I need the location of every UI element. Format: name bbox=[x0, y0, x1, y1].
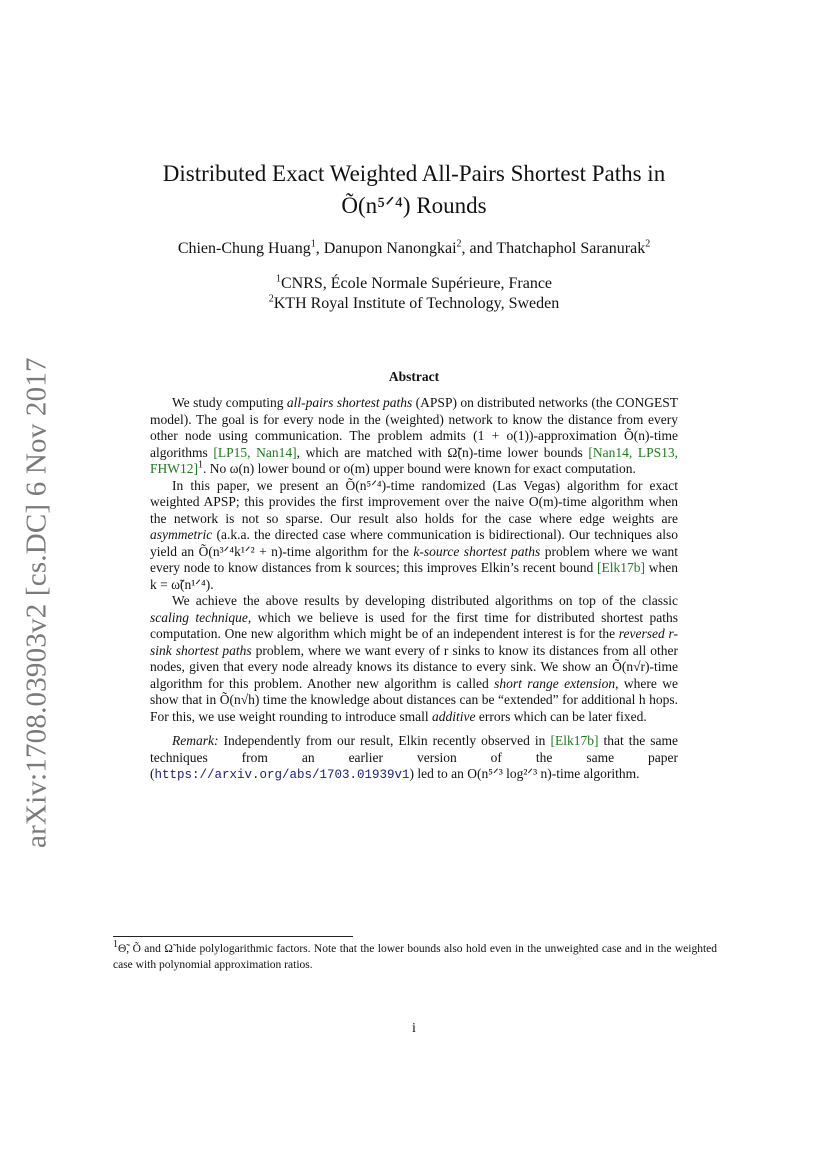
text-span: problem where we want every node to know distances from k sources; this improves Elkin’s recent bound bbox=[150, 543, 678, 575]
text-span: , which we believe is used for the first time for distributed shortest paths computation. One new algorithm which might be of an independent interest is for the bbox=[150, 609, 678, 641]
citation-link[interactable]: [Nan14, LPS13, FHW12] bbox=[150, 444, 678, 476]
abstract-body bbox=[150, 395, 678, 784]
page-number: i bbox=[412, 1021, 416, 1036]
emphasis: additive bbox=[431, 708, 476, 724]
footnote-marker[interactable]: 1 bbox=[198, 459, 203, 471]
author-3-affil: 2 bbox=[645, 238, 651, 250]
author-2-affil: 2 bbox=[456, 238, 462, 250]
text-span: problem, where we want every of r sinks to know its distances from all other nodes, given that every node already knows its distance to every sink. We show an Õ(n√r)-time algorithm for this problem. Another new algorithm is called bbox=[150, 642, 678, 691]
abstract-paragraph-2 bbox=[150, 478, 678, 594]
text-span: ) led to an O(n⁵ᐟ³ log²ᐟ³ n)-time algorithm. bbox=[409, 766, 640, 781]
text-span: when k = ω̃(n¹ᐟ⁴). bbox=[150, 560, 678, 592]
affiliation-1 bbox=[0, 274, 828, 294]
arxiv-identifier: arXiv:1708.03903v2 [cs.DC] 6 Nov 2017 bbox=[20, 357, 53, 848]
citation-link[interactable]: [Elk17b] bbox=[596, 560, 645, 575]
footnote-number: 1 bbox=[113, 939, 118, 951]
author-1: Chien-Chung Huang bbox=[177, 240, 311, 257]
text-span: We study computing bbox=[172, 395, 287, 410]
text-span: that the same techniques from an earlier version of the same paper ( bbox=[150, 733, 678, 781]
text-span: , where we show that in Õ(n√h) time the knowledge about distances can be “extended” for additional h hops. For this, we use weight rounding to introduce small bbox=[150, 675, 678, 724]
text-span: Independently from our result, Elkin recently observed in bbox=[218, 733, 551, 748]
affiliation-1-mark: 1 bbox=[275, 273, 281, 285]
text-span: (a.k.a. the directed case where communication is bidirectional). Our techniques also yield an Õ(n³ᐟ⁴k¹ᐟ² + n)-time algorithm for the bbox=[150, 527, 678, 559]
remark-paragraph bbox=[150, 733, 678, 784]
emphasis: scaling technique bbox=[150, 609, 248, 625]
affiliation-2-mark: 2 bbox=[268, 293, 274, 305]
author-list: Chien-Chung Huang$^1$, Danupon Nanongkai$^2$, and Thatchaphol Saranurak$^2$ bbox=[177, 238, 651, 257]
abstract-paragraph-1 bbox=[150, 395, 678, 478]
emphasis: k-source shortest paths bbox=[413, 543, 541, 559]
author-1-affil: 1 bbox=[310, 238, 316, 250]
affiliation-1-text: CNRS, École Normale Supérieure, France bbox=[280, 275, 553, 292]
abstract-heading: Abstract bbox=[388, 369, 440, 384]
emphasis: asymmetric bbox=[150, 527, 213, 542]
emphasis: short range extension bbox=[494, 675, 616, 691]
arxiv-url-link[interactable]: https://arxiv.org/abs/1703.01939v1 bbox=[154, 768, 410, 782]
text-span: We achieve the above results by developing distributed algorithms on top of the classic bbox=[172, 593, 678, 608]
abstract-paragraph-3 bbox=[150, 593, 678, 725]
title-line-1: Distributed Exact Weighted All-Pairs Shortest Paths in bbox=[162, 161, 666, 186]
footnote-divider bbox=[113, 936, 353, 937]
citation-link[interactable]: [Elk17b] bbox=[550, 733, 599, 748]
text-span: (APSP) on distributed networks (the CONGEST model). The goal is for every node in the (weighted) network to know the distance from every other node using communication. The problem admits (1 + o(1))-approximation Õ(n)-time algorithms bbox=[150, 395, 679, 460]
text-span: In this paper, we present an Õ(n⁵ᐟ⁴)-time randomized (Las Vegas) algorithm for exact weighted APSP; this provides the first improvement over the naive O(m)-time algorithm when the network is not so sparse. Our result also holds for the case where edge weights are bbox=[150, 477, 678, 526]
affiliations bbox=[0, 274, 828, 314]
text-span: errors which can be later fixed. bbox=[475, 708, 647, 724]
citation-link[interactable]: [LP15, Nan14] bbox=[213, 444, 297, 460]
remark-label: Remark: bbox=[172, 733, 219, 748]
affiliation-2-text: KTH Royal Institute of Technology, Sweden bbox=[273, 295, 560, 312]
footnote bbox=[113, 941, 717, 973]
footnote-text: Θ̃, Õ and Ω̃ hide polylogarithmic factors. Note that the lower bounds also hold even in the unweighted case and in the weighted case with polynomial approximation ratios. bbox=[113, 943, 717, 971]
text-span: , which are matched with Ω̃(n)-time lower bounds bbox=[296, 444, 589, 460]
paper-title bbox=[0, 158, 828, 222]
emphasis: all-pairs shortest paths bbox=[286, 395, 413, 410]
title-line-2: Õ(n⁵ᐟ⁴) Rounds bbox=[341, 193, 487, 218]
emphasis: reversed r-sink shortest paths bbox=[150, 626, 678, 658]
affiliation-2 bbox=[0, 294, 828, 314]
author-2: Danupon Nanongkai bbox=[323, 240, 457, 257]
author-3: and Thatchaphol Saranurak bbox=[469, 240, 646, 257]
text-span: . No ω(n) lower bound or o(m) upper bound were known for exact computation. bbox=[203, 461, 636, 476]
